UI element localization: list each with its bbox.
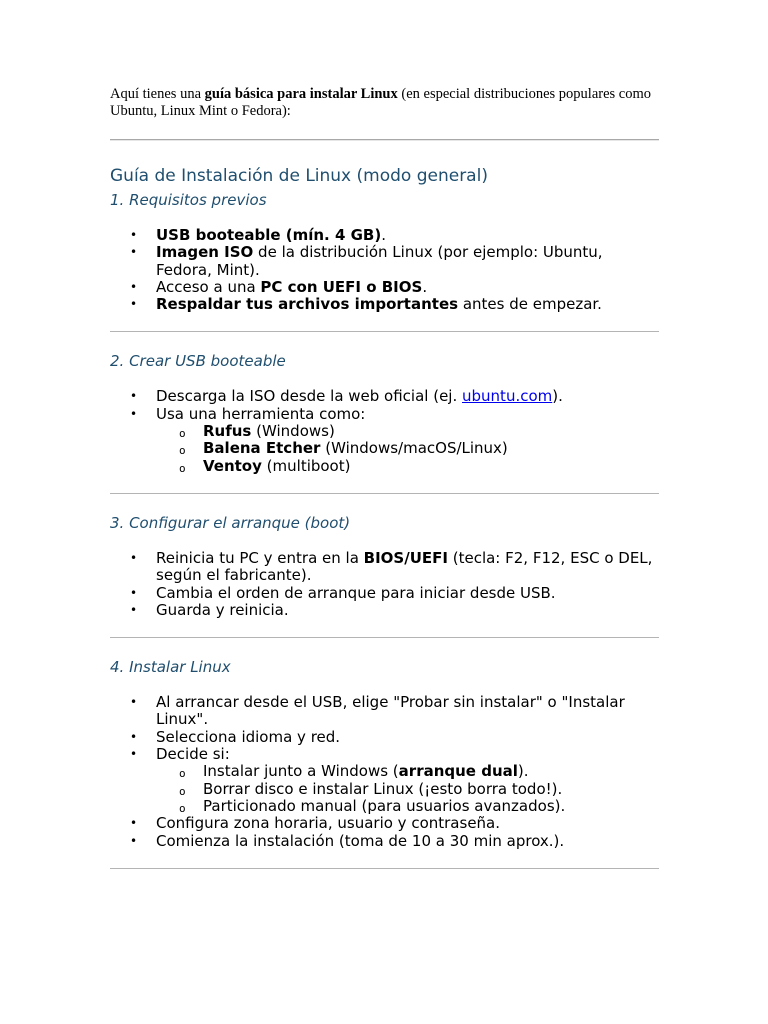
list-item: • Respaldar tus archivos importantes antes de empezar. — [130, 295, 602, 314]
intro-text: Aquí tienes una — [110, 86, 205, 102]
list-item: • Configura zona horaria, usuario y contraseña. — [130, 814, 501, 833]
bullet-icon: • — [130, 550, 138, 565]
tools-sublist — [156, 423, 659, 475]
bullet-icon: • — [130, 228, 138, 242]
guide-title: Guía de Instalación de Linux (modo general) — [110, 166, 488, 186]
sub-bullet-icon: o — [179, 461, 186, 475]
list-item: • Al arrancar desde el USB, elige "Probar sin instalar" o "Instalar Linux". — [130, 693, 625, 729]
requirements-list — [110, 227, 659, 313]
list-item: • Descarga la ISO desde la web oficial (ej. ubuntu.com). — [130, 387, 563, 406]
bullet-icon: • — [130, 297, 138, 312]
document-page — [110, 86, 659, 869]
bullet-icon: • — [130, 406, 138, 421]
list-item: • USB booteable (mín. 4 GB). — [130, 226, 386, 244]
list-item: • Decide si: o Instalar junto a Windows (arranque dual). o Borrar disco e instalar Linux (¡esto borra todo!). o Particionado manual (para usuarios avanzados). — [110, 746, 659, 815]
bullet-icon: • — [130, 245, 138, 260]
bullet-icon: • — [130, 747, 138, 762]
bullet-icon: • — [130, 585, 138, 600]
section-1-heading: 1. Requisitos previos — [110, 191, 267, 209]
list-item: • Reinicia tu PC y entra en la BIOS/UEFI (tecla: F2, F12, ESC o DEL, según el fabricante). — [130, 548, 653, 585]
divider — [110, 493, 659, 494]
list-item: • Imagen ISO de la distribución Linux (por ejemplo: Ubuntu, Fedora, Mint). — [130, 243, 603, 279]
sub-bullet-icon: o — [179, 784, 186, 798]
intro-bold: guía básica para instalar Linux — [204, 86, 398, 102]
options-sublist — [156, 763, 659, 815]
sub-bullet-icon: o — [179, 801, 186, 815]
list-item: • Cambia el orden de arranque para iniciar desde USB. — [130, 583, 556, 602]
intro-paragraph — [110, 86, 659, 120]
sublist-item: o Ventoy (multiboot) — [110, 458, 659, 475]
divider — [110, 637, 659, 638]
list-item: • Selecciona idioma y red. — [130, 727, 341, 746]
list-item: • Guarda y reinicia. — [130, 600, 289, 619]
bullet-icon: • — [130, 389, 138, 404]
ubuntu-link[interactable]: ubuntu.com — [462, 387, 553, 406]
section-3-heading: 3. Configurar el arranque (boot) — [110, 513, 351, 532]
sublist-item: o Borrar disco e instalar Linux (¡esto borra todo!). — [110, 781, 659, 798]
divider — [110, 139, 659, 141]
section-4-heading: 4. Instalar Linux — [110, 658, 231, 677]
sublist-item: o Instalar junto a Windows (arranque dual). — [110, 763, 659, 780]
bullet-icon: • — [130, 695, 138, 710]
section-2-heading: 2. Crear USB booteable — [110, 352, 286, 371]
sublist-item: o Balena Etcher (Windows/macOS/Linux) — [110, 440, 659, 457]
sublist-item: o Rufus (Windows) — [110, 423, 659, 440]
usb-list — [110, 388, 659, 474]
sub-bullet-icon: o — [179, 427, 186, 441]
list-item: • Comienza la instalación (toma de 10 a 30 min aprox.). — [130, 831, 565, 850]
sublist-item: o Particionado manual (para usuarios avanzados). — [110, 798, 659, 815]
divider — [110, 331, 659, 332]
install-list — [110, 694, 659, 850]
sub-bullet-icon: o — [179, 444, 186, 458]
bullet-icon: • — [130, 729, 138, 744]
list-item: • Acceso a una PC con UEFI o BIOS. — [130, 277, 428, 296]
sub-bullet-icon: o — [179, 767, 186, 781]
bullet-icon: • — [130, 816, 138, 831]
intro-text-end: (en especial distribuciones populares como Ubuntu, Linux Mint o Fedora): — [110, 86, 652, 119]
divider — [110, 868, 659, 869]
bullet-icon: • — [130, 279, 138, 294]
bullet-icon: • — [130, 602, 138, 617]
boot-list — [110, 550, 659, 619]
list-item: • Usa una herramienta como: o Rufus (Windows) o Balena Etcher (Windows/macOS/Linux) o Ventoy (multiboot) — [110, 406, 659, 475]
bullet-icon: • — [130, 833, 138, 848]
